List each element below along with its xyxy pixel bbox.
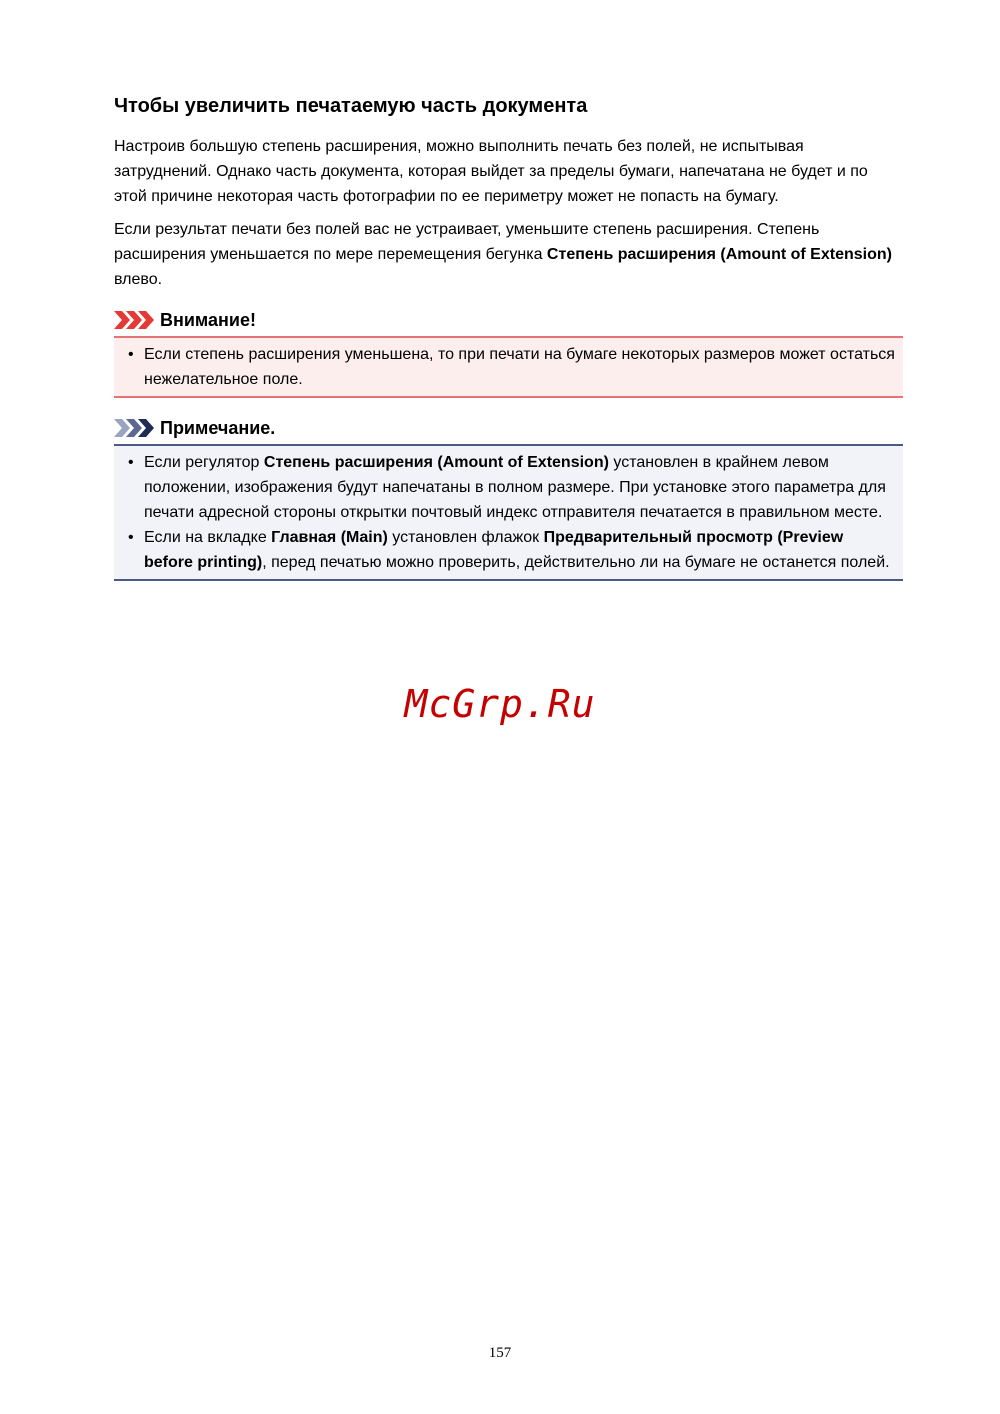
section-heading: Чтобы увеличить печатаемую часть документа <box>114 95 588 117</box>
paragraph-2-bold: Степень расширения (Amount of Extension) <box>546 246 892 263</box>
note-chevron-icon <box>114 419 156 437</box>
caution-box <box>114 336 903 398</box>
note-item-1-pre: Если регулятор <box>144 454 264 471</box>
caution-chevron-icon <box>114 311 156 329</box>
note-item-1-post: установлен в крайнем левом положении, изображения будут напечатаны в полном размере. При установке этого параметра для печати адресной стороны открытки почтовый индекс отправителя печатается в правильном месте. <box>144 454 886 521</box>
caution-header <box>114 306 903 334</box>
watermark-logo: McGrp.Ru <box>404 682 596 726</box>
note-title: Примечание. <box>160 417 276 438</box>
paragraph-1: Настроив большую степень расширения, можно выполнить печать без полей, не испытывая затруднений. Однако часть документа, которая выйдет за пределы бумаги, напечатана не будет и по этой причине некоторая часть фотографии по ее периметру может не попасть на бумагу. <box>114 138 868 205</box>
document-content <box>114 92 903 581</box>
note-item-1-bold: Степень расширения (Amount of Extension) <box>263 454 609 471</box>
caution-item: • Если степень расширения уменьшена, то при печати на бумаге некоторых размеров может остаться нежелательное поле. <box>128 342 895 392</box>
note-item-2 <box>128 525 895 575</box>
caution-title: Внимание! <box>160 309 256 330</box>
page-number: 157 <box>488 1345 512 1361</box>
paragraph-2-text: Если результат печати без полей вас не устраивает, уменьшите степень расширения. Степень расширения уменьшается по мере перемещения бегунка <box>114 221 820 263</box>
paragraph-2-tail: влево. <box>114 271 163 288</box>
note-item-2-bold-checkbox: Предварительный просмотр (Preview before printing) <box>144 529 844 571</box>
note-item-1 <box>128 450 895 525</box>
note-item-2-post: , перед печатью можно проверить, действительно ли на бумаге не останется полей. <box>262 554 890 571</box>
note-item-2-bold-tab: Главная (Main) <box>271 529 388 546</box>
note-item-2-mid: установлен флажок <box>387 529 544 546</box>
note-item-2-pre: Если на вкладке <box>144 529 272 546</box>
note-box <box>114 444 903 581</box>
paragraph-2 <box>114 217 903 292</box>
note-header <box>114 414 903 442</box>
